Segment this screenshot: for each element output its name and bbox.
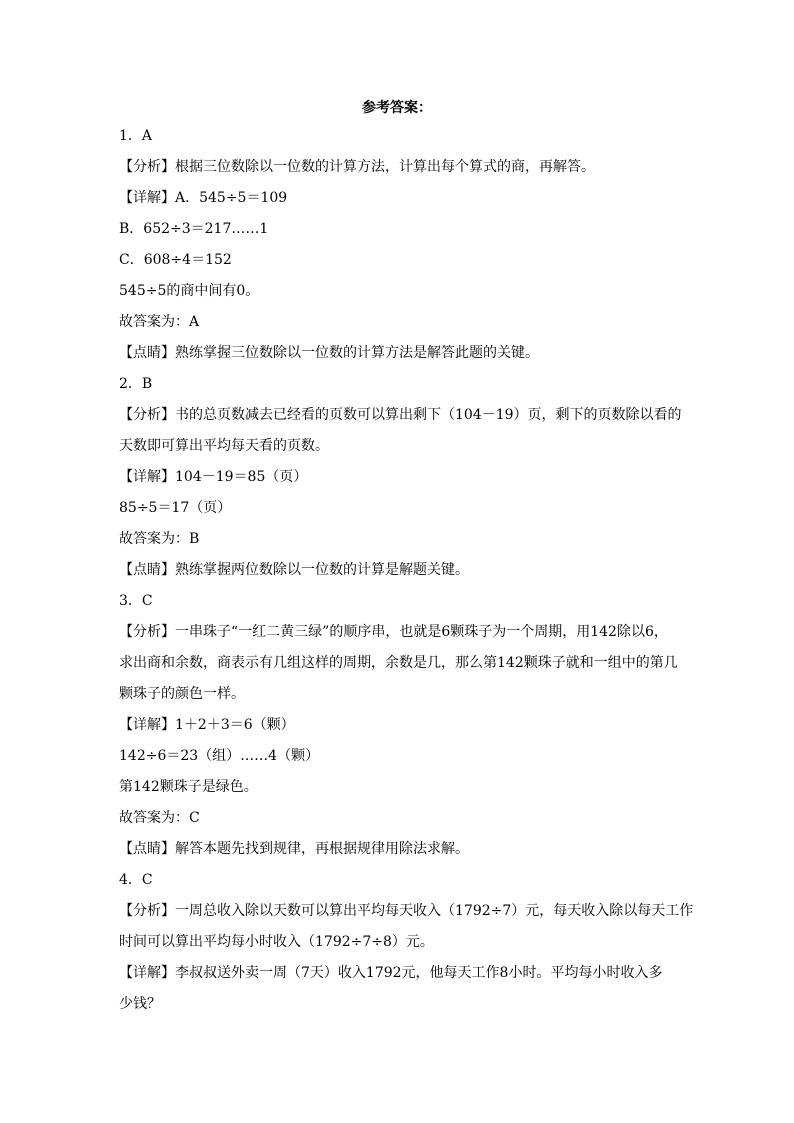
q2-detail-step2: 85÷5＝17（页） xyxy=(119,500,232,516)
q3-detail-step2: 142÷6＝23（组）……4（颗） xyxy=(119,748,320,764)
q3-analysis-line3: 颗珠子的颜色一样。 xyxy=(119,686,245,702)
q2-answer: 故答案为：B xyxy=(119,531,200,547)
q3-tip: 【点睛】解答本题先找到规律，再根据规律用除法求解。 xyxy=(119,841,469,857)
q4-detail-line2: 少钱？ xyxy=(119,996,161,1012)
q1-analysis: 【分析】根据三位数除以一位数的计算方法，计算出每个算式的商，再解答。 xyxy=(119,159,595,175)
q4-detail-line1: 【详解】李叔叔送外卖一周（7天）收入1792元，他每天工作8小时。平均每小时收入多 xyxy=(119,965,663,981)
page-title: 参考答案： xyxy=(362,100,432,116)
q2-analysis-line1: 【分析】书的总页数减去已经看的页数可以算出剩下（104－19）页，剩下的页数除以看的 xyxy=(119,407,682,423)
q1-detail-b: B．652÷3＝217……1 xyxy=(119,221,269,237)
q4-number: 4．C xyxy=(119,872,153,888)
q1-detail-c: C．608÷4＝152 xyxy=(119,252,232,268)
q1-number: 1．A xyxy=(119,128,153,144)
q2-analysis-line2: 天数即可算出平均每天看的页数。 xyxy=(119,438,329,454)
q2-number: 2．B xyxy=(119,376,153,392)
q3-number: 3．C xyxy=(119,593,153,609)
q1-detail-note: 545÷5的商中间有0。 xyxy=(119,283,260,299)
q3-detail-conclusion: 第142颗珠子是绿色。 xyxy=(119,779,258,795)
q3-answer: 故答案为：C xyxy=(119,810,200,826)
q4-analysis-line2: 时间可以算出平均每小时收入（1792÷7÷8）元。 xyxy=(119,934,434,950)
answer-content xyxy=(119,121,694,1020)
q3-detail-step1: 【详解】1＋2＋3＝6（颗） xyxy=(119,717,295,733)
q3-analysis-line2: 求出商和余数，商表示有几组这样的周期，余数是几，那么第142颗珠子就和一组中的第几 xyxy=(119,655,678,671)
q4-analysis-line1: 【分析】一周总收入除以天数可以算出平均每天收入（1792÷7）元，每天收入除以每天工作 xyxy=(119,903,694,919)
q2-tip: 【点睛】熟练掌握两位数除以一位数的计算是解题关键。 xyxy=(119,562,469,578)
q1-tip: 【点睛】熟练掌握三位数除以一位数的计算方法是解答此题的关键。 xyxy=(119,345,539,361)
q2-detail-step1: 【详解】104－19＝85（页） xyxy=(119,469,308,485)
q3-analysis-line1: 【分析】一串珠子“一红二黄三绿”的顺序串，也就是6颗珠子为一个周期，用142除以6， xyxy=(119,624,668,640)
q1-detail-a: 【详解】A．545÷5＝109 xyxy=(119,190,288,206)
q1-answer: 故答案为：A xyxy=(119,314,200,330)
